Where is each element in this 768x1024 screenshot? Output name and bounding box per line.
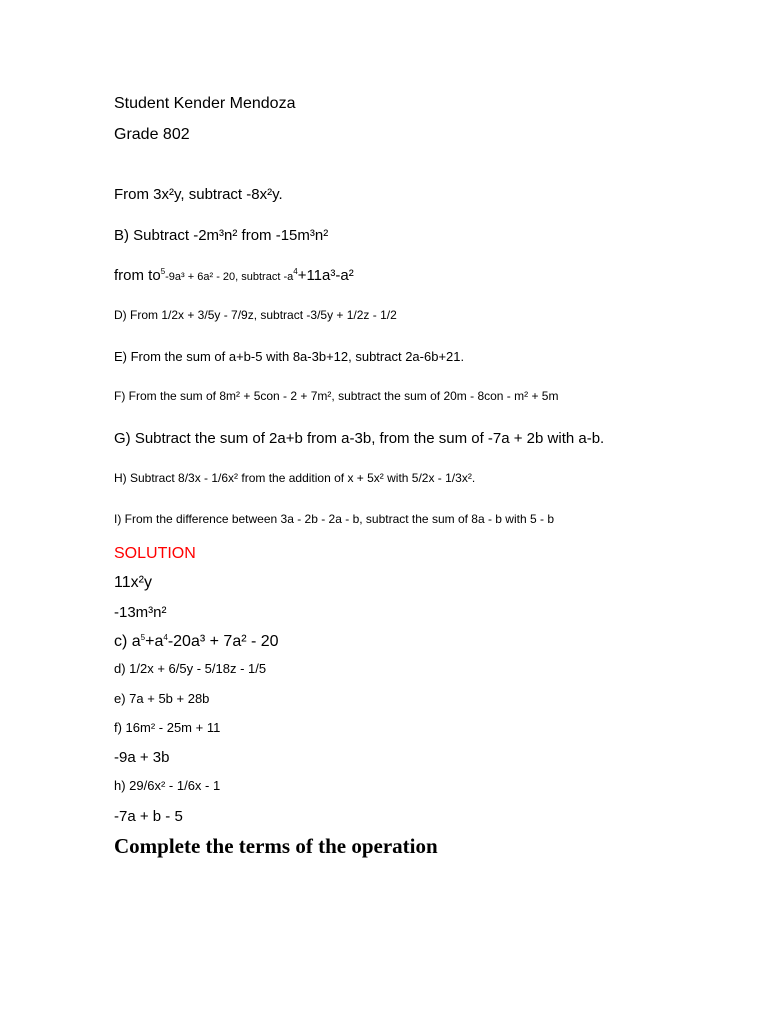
solution-c-prefix: c) a [114, 633, 141, 650]
solution-c [114, 634, 279, 650]
solution-title: SOLUTION [114, 545, 196, 562]
exercise-c-small: -9a³ + 6a² - 20, subtract -a [165, 271, 294, 283]
footer-heading: Complete the terms of the operation [114, 834, 438, 858]
solution-d: d) 1/2x + 6/5y - 5/18z - 1/5 [114, 661, 267, 676]
exercise-c-exponent-1: 5 [160, 267, 166, 276]
exercise-e: E) From the sum of a+b-5 with 8a-3b+12, subtract 2a-6b+21. [114, 349, 465, 364]
exercise-f: F) From the sum of 8m² + 5con - 2 + 7m², subtract the sum of 20m - 8con - m² + 5m [114, 389, 559, 403]
student-name: Student Kender Mendoza [114, 95, 296, 112]
exercise-d: D) From 1/2x + 3/5y - 7/9z, subtract -3/5y + 1/2z - 1/2 [114, 308, 397, 322]
solution-c-suffix: -20a³ + 7a² - 20 [167, 633, 279, 650]
exercise-c-suffix: +11a³-a² [297, 267, 354, 284]
exercise-b: B) Subtract -2m³n² from -15m³n² [114, 227, 329, 244]
solution-c-exponent-2: 4 [163, 633, 168, 642]
exercise-i: I) From the difference between 3a - 2b - 2a - b, subtract the sum of 8a - b with 5 - b [114, 512, 554, 526]
solution-h: h) 29/6x² - 1/6x - 1 [114, 778, 221, 793]
solution-f: f) 16m² - 25m + 11 [114, 720, 221, 735]
solution-e: e) 7a + 5b + 28b [114, 691, 210, 706]
solution-c-exponent-1: 5 [140, 633, 146, 642]
exercise-c [114, 268, 354, 283]
solution-b: -13m³n² [114, 604, 167, 621]
exercise-a: From 3x²y, subtract -8x²y. [114, 186, 283, 203]
exercise-g: G) Subtract the sum of 2a+b from a-3b, from the sum of -7a + 2b with a-b. [114, 430, 605, 447]
solution-i: -7a + b - 5 [114, 808, 183, 825]
exercise-h: H) Subtract 8/3x - 1/6x² from the addition of x + 5x² with 5/2x - 1/3x². [114, 471, 476, 485]
exercise-c-prefix: from to [114, 267, 161, 284]
grade-label: Grade 802 [114, 126, 190, 143]
solution-c-mid: +a [145, 633, 164, 650]
solution-g: -9a + 3b [114, 749, 170, 766]
exercise-c-exponent-2: 4 [293, 267, 298, 276]
solution-a: 11x²y [114, 574, 152, 591]
